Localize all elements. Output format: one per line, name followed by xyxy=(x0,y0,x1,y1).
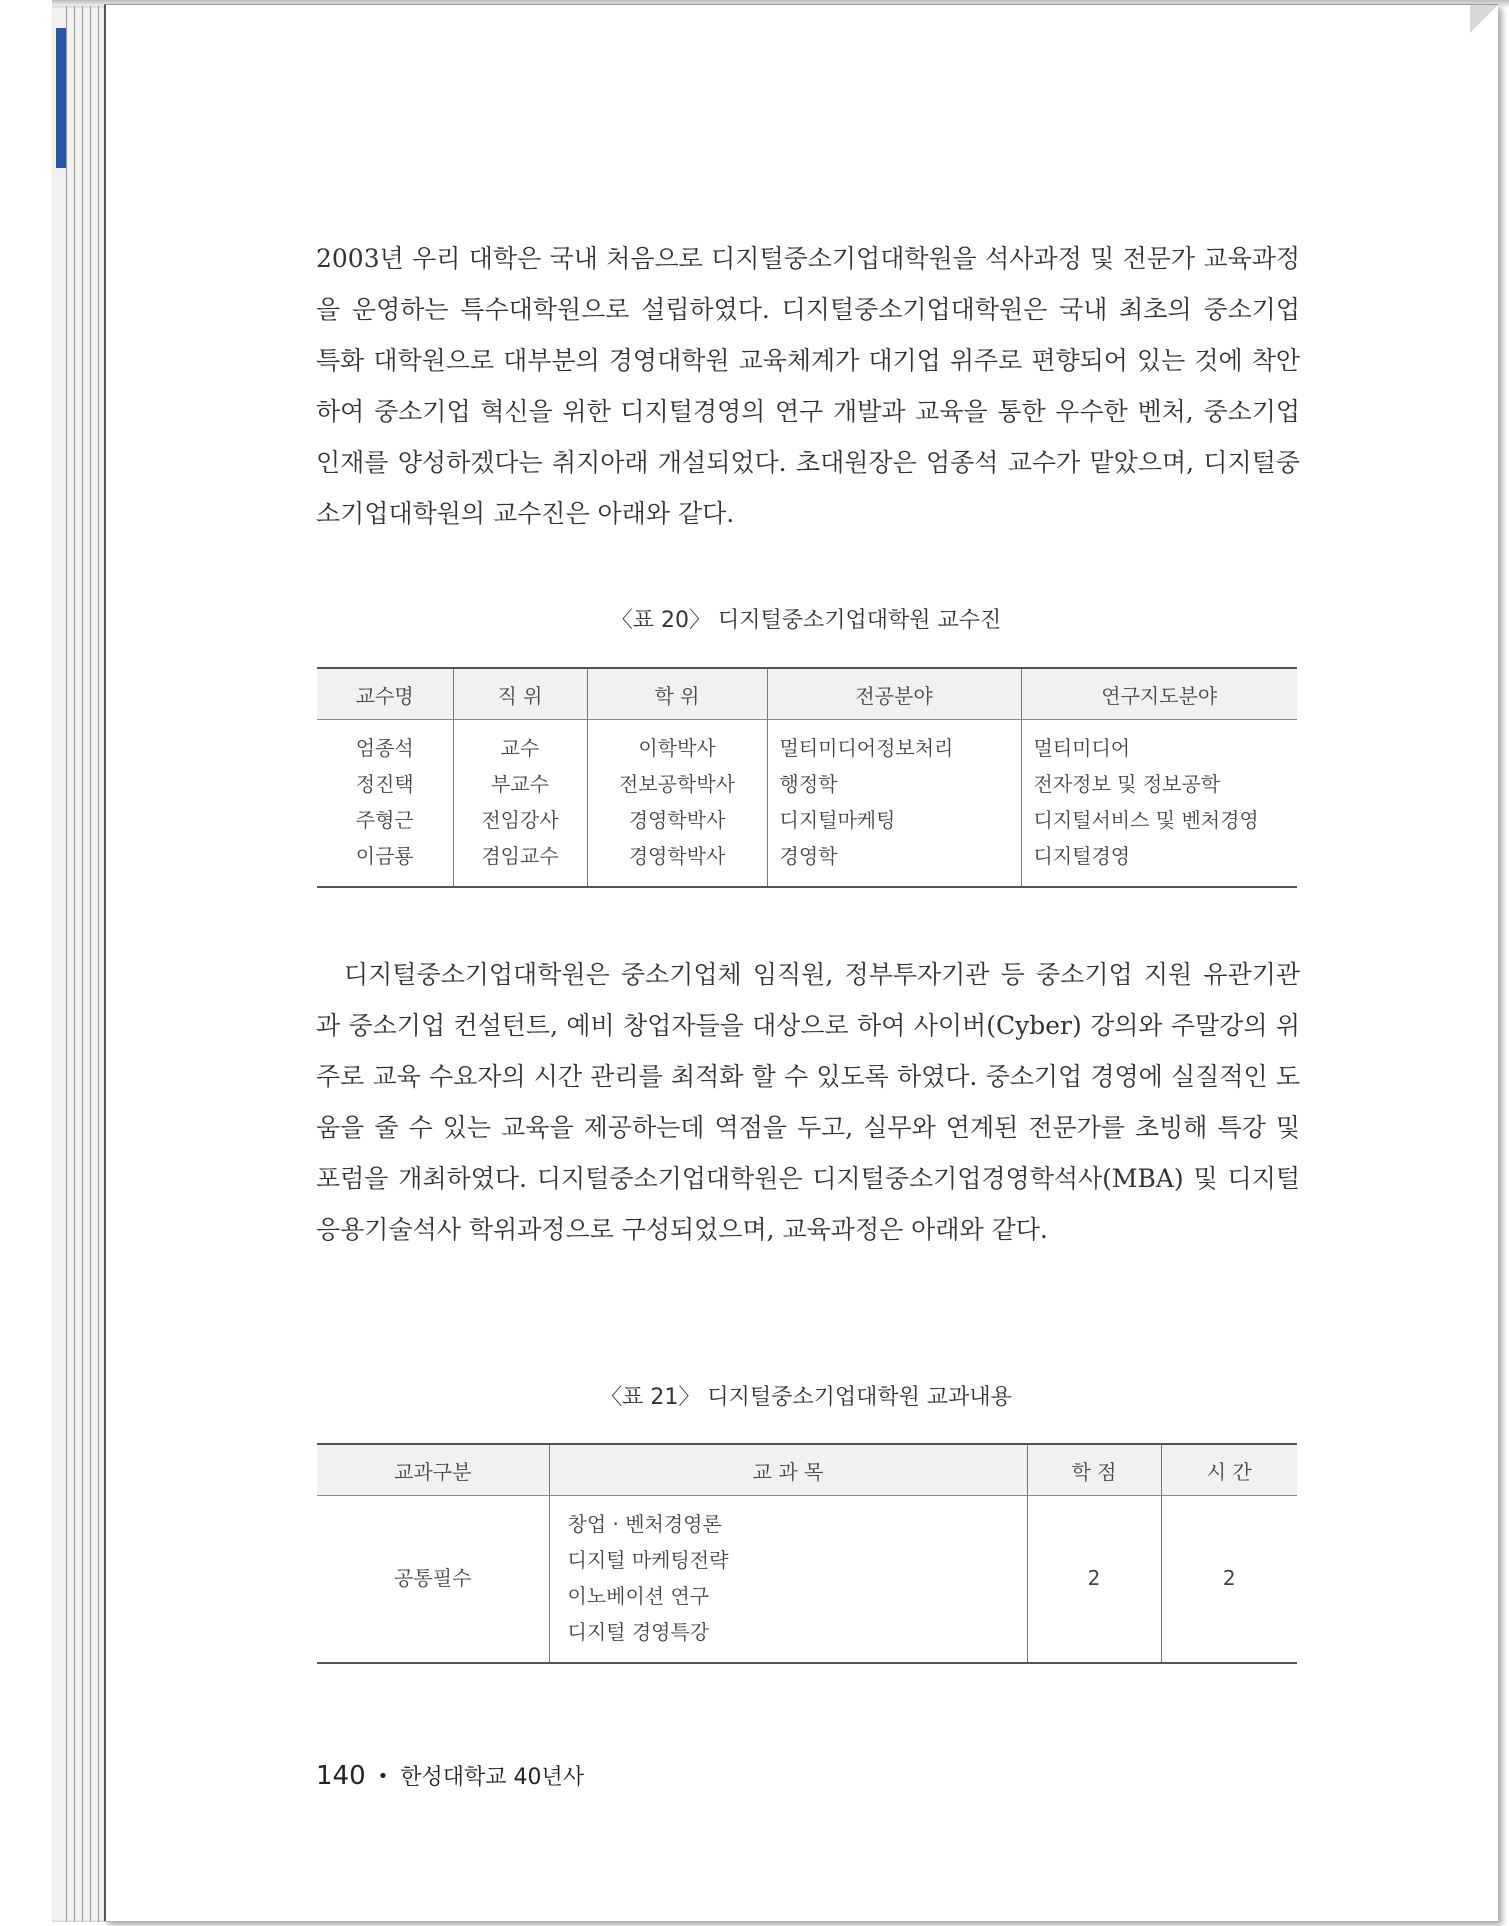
cell-text: 전임강사 xyxy=(481,808,559,832)
table-20-caption: 〈표 20〉 디지털중소기업대학원 교수진 xyxy=(610,608,1002,633)
book-title: 한성대학교 40년사 xyxy=(400,1765,585,1790)
bullet-icon: • xyxy=(377,1766,389,1787)
header-credits: 학 점 xyxy=(1027,1444,1161,1496)
header-hours: 시 간 xyxy=(1161,1444,1297,1496)
book-page-edges xyxy=(52,6,110,1922)
names-cell xyxy=(317,720,453,888)
curriculum-table xyxy=(317,1443,1297,1664)
cell-text: 멀티미디어 xyxy=(1033,736,1131,760)
page-number: 140 xyxy=(316,1761,366,1791)
header-position: 직 위 xyxy=(453,668,587,720)
category-cell: 공통필수 xyxy=(317,1496,549,1664)
header-subject: 교 과 목 xyxy=(549,1444,1027,1496)
intro-paragraph: 2003년 우리 대학은 국내 처음으로 디지털중소기업대학원을 석사과정 및 전문가 교육과정을 운영하는 특수대학원으로 설립하였다. 디지털중소기업대학원은 국내 최초의 중소기업 특화 대학원으로 대부분의 경영대학원 교육체계가 대기업 위주로 편향되어 있는 것에 착안하여 중소기업 혁신을 위한 디지털경영의 연구 개발과 교육을 통한 우수한 벤처, 중소기업 인재를 양성하겠다는 취지아래 개설되었다. 초대원장은 엄종석 교수가 맡았으며, 디지털중소기업대학원의 교수진은 아래와 같다. xyxy=(316,244,1300,528)
cell-text: 행정학 xyxy=(779,772,838,796)
cell-text: 이노베이션 연구 xyxy=(567,1584,710,1608)
faculty-table xyxy=(317,667,1297,888)
cell-text: 디지털 마케팅전략 xyxy=(567,1548,729,1572)
cell-text: 엄종석 xyxy=(355,736,414,760)
research-cell xyxy=(1021,720,1297,888)
table-header-row xyxy=(317,668,1297,720)
cell-text: 이학박사 xyxy=(638,736,716,760)
cell-text: 주형근 xyxy=(355,808,414,832)
curriculum-paragraph: 디지털중소기업대학원은 중소기업체 임직원, 정부투자기관 등 중소기업 지원 유관기관과 중소기업 컨설턴트, 예비 창업자들을 대상으로 하여 사이버(Cyber) 강의와 주말강의 위주로 교육 수요자의 시간 관리를 최적화 할 수 있도록 하였다. 중소기업 경영에 실질적인 도움을 줄 수 있는 교육을 제공하는데 역점을 두고, 실무와 연계된 전문가를 초빙해 특강 및 포럼을 개최하였다. 디지털중소기업대학원은 디지털중소기업경영학석사(MBA) 및 디지털응용기술석사 학위과정으로 구성되었으며, 교육과정은 아래와 같다. xyxy=(316,960,1300,1244)
cell-text: 경영학 xyxy=(779,844,838,868)
cell-text: 전보공학박사 xyxy=(619,772,735,796)
cell-text: 창업 · 벤처경영론 xyxy=(567,1512,722,1536)
table-21-caption: 〈표 21〉 디지털중소기업대학원 교과내용 xyxy=(600,1385,1012,1410)
cell-text: 부교수 xyxy=(491,772,549,796)
header-category: 교과구분 xyxy=(317,1444,549,1496)
page-corner-fold xyxy=(1470,5,1498,33)
cell-text: 교수 xyxy=(500,736,540,760)
majors-cell xyxy=(767,720,1021,888)
cell-text: 경영학박사 xyxy=(628,808,726,832)
credits-cell: 2 xyxy=(1027,1496,1161,1664)
cell-text: 경영학박사 xyxy=(628,844,726,868)
cell-text: 디지털 경영특강 xyxy=(567,1620,710,1644)
subjects-cell xyxy=(549,1496,1027,1664)
table-row xyxy=(317,720,1297,888)
page-footer xyxy=(316,1760,584,1791)
hours-cell: 2 xyxy=(1161,1496,1297,1664)
table-header-row xyxy=(317,1444,1297,1496)
cell-text: 겸임교수 xyxy=(481,844,559,868)
cell-text: 멀티미디어정보처리 xyxy=(779,736,954,760)
header-major: 전공분야 xyxy=(767,668,1021,720)
table-row xyxy=(317,1496,1297,1664)
cell-text: 디지털서비스 및 벤처경영 xyxy=(1033,808,1259,832)
header-degree: 학 위 xyxy=(587,668,767,720)
header-research: 연구지도분야 xyxy=(1021,668,1297,720)
cell-text: 정진택 xyxy=(355,772,414,796)
cell-text: 이금룡 xyxy=(355,844,414,868)
header-name: 교수명 xyxy=(317,668,453,720)
cell-text: 디지털마케팅 xyxy=(779,808,896,832)
cell-text: 디지털경영 xyxy=(1033,844,1131,868)
degrees-cell xyxy=(587,720,767,888)
cell-text: 전자정보 및 정보공학 xyxy=(1033,772,1221,796)
positions-cell xyxy=(453,720,587,888)
cover-edge xyxy=(56,28,66,168)
